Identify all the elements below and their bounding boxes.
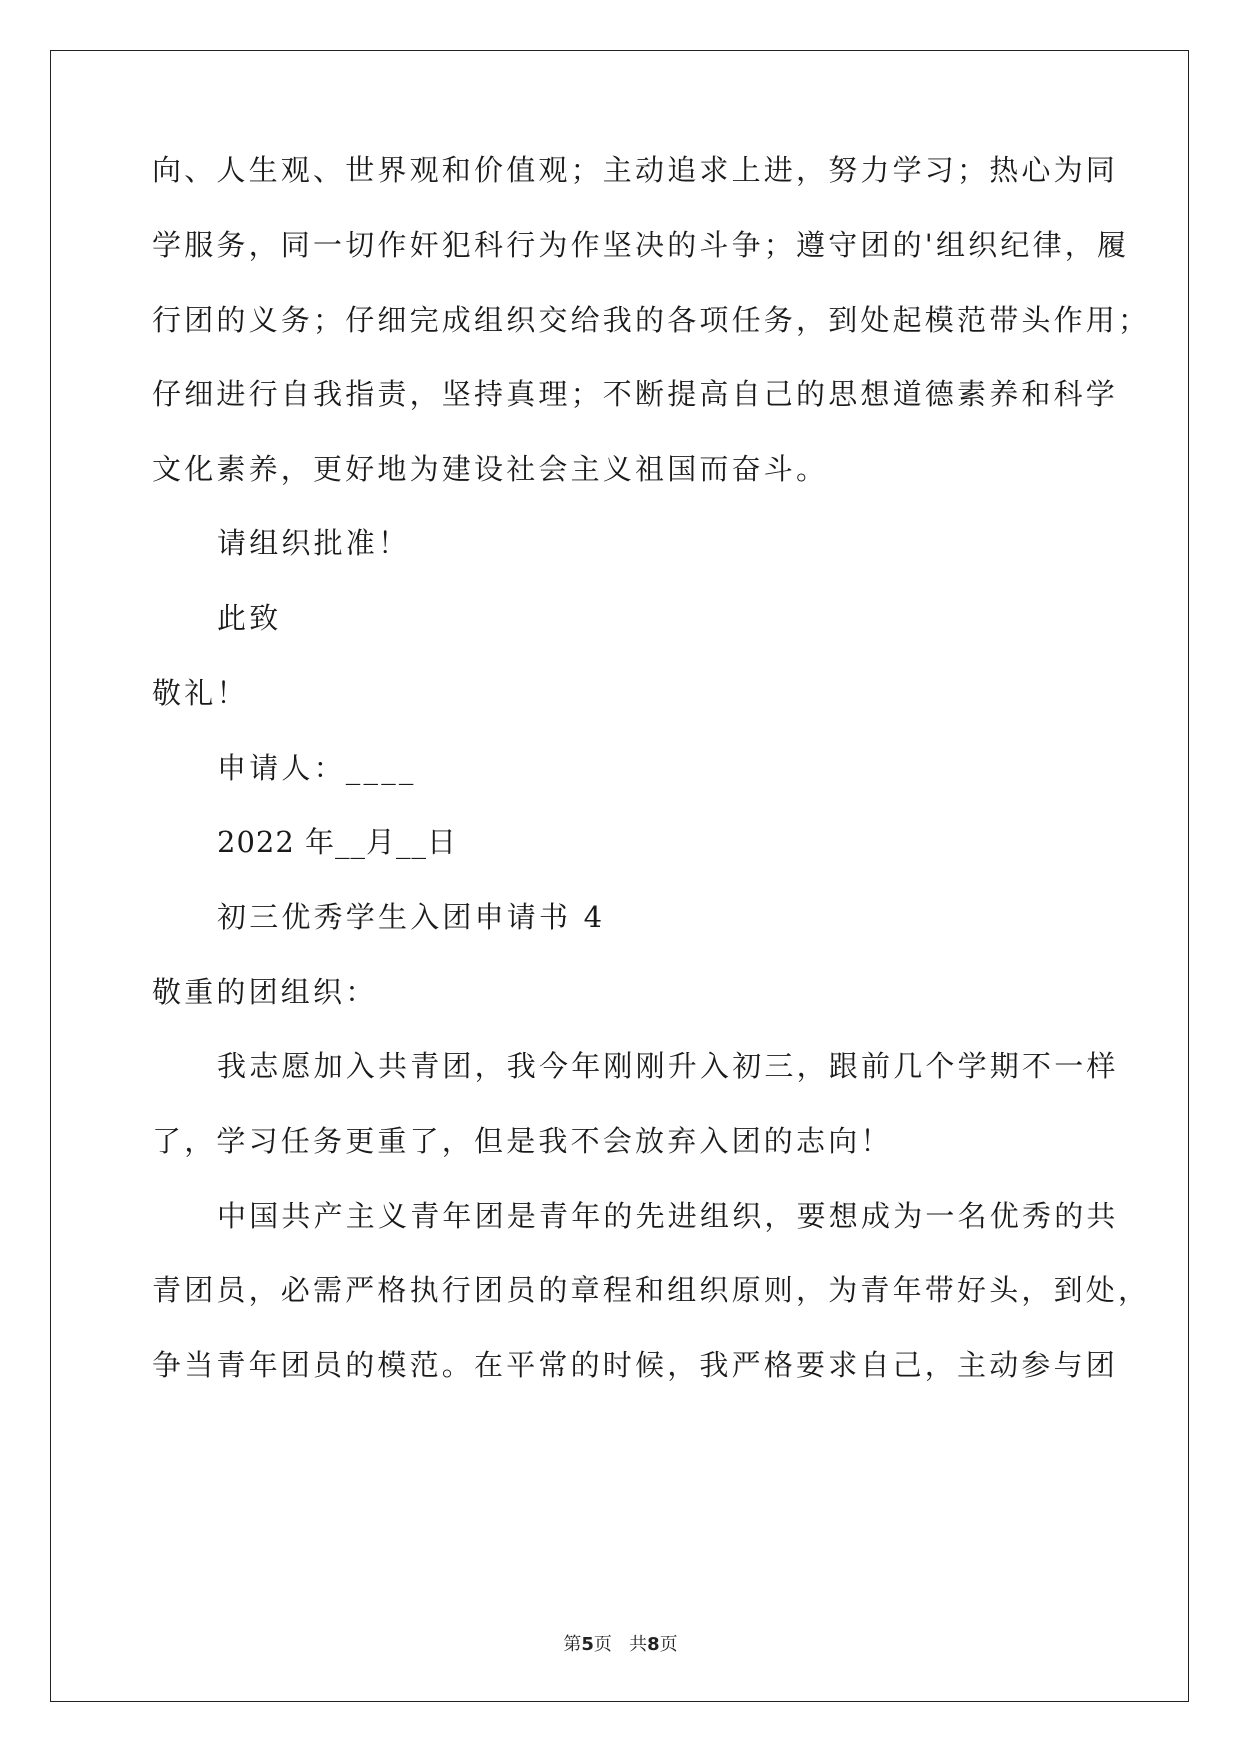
salutation: 敬重的团组织：	[152, 975, 378, 1009]
body-text-line: 青团员，必需严格执行团员的章程和组织原则，为青年带好头，到处，	[152, 1273, 1151, 1307]
closing-cizhi: 此致	[217, 601, 282, 635]
body-text-line: 我志愿加入共青团，我今年刚刚升入初三，跟前几个学期不一样	[217, 1049, 1119, 1083]
closing-jingli: 敬礼！	[152, 676, 249, 710]
body-text-line: 文化素养，更好地为建设社会主义祖国而奋斗。	[152, 452, 829, 486]
body-text-line: 了，学习任务更重了，但是我不会放弃入团的志向！	[152, 1124, 893, 1158]
body-text-line: 仔细进行自我指责，坚持真理；不断提高自己的思想道德素养和科学	[152, 377, 1119, 411]
page-border	[50, 50, 1189, 1702]
date-line: 2022 年__月__日	[217, 825, 458, 859]
body-text-line: 行团的义务；仔细完成组织交给我的各项任务，到处起模范带头作用；	[152, 303, 1151, 337]
body-text-line: 学服务，同一切作奸犯科行为作坚决的斗争；遵守团的'组织纪律，履	[152, 228, 1130, 262]
section-heading: 初三优秀学生入团申请书 4	[217, 900, 606, 934]
body-text-line: 中国共产主义青年团是青年的先进组织，要想成为一名优秀的共	[217, 1199, 1119, 1233]
body-text-line: 争当青年团员的模范。在平常的时候，我严格要求自己，主动参与团	[152, 1348, 1119, 1382]
footer-prefix: 第	[563, 1634, 582, 1655]
applicant-line: 申请人：____	[217, 751, 417, 785]
page-footer	[0, 1633, 1241, 1657]
total-page-number: 8	[647, 1634, 660, 1655]
footer-mid: 页 共	[593, 1634, 648, 1655]
current-page-number: 5	[581, 1634, 594, 1655]
body-text-line: 向、人生观、世界观和价值观；主动追求上进，努力学习；热心为同	[152, 153, 1119, 187]
approve-request: 请组织批准！	[217, 526, 411, 560]
footer-suffix: 页	[659, 1634, 678, 1655]
